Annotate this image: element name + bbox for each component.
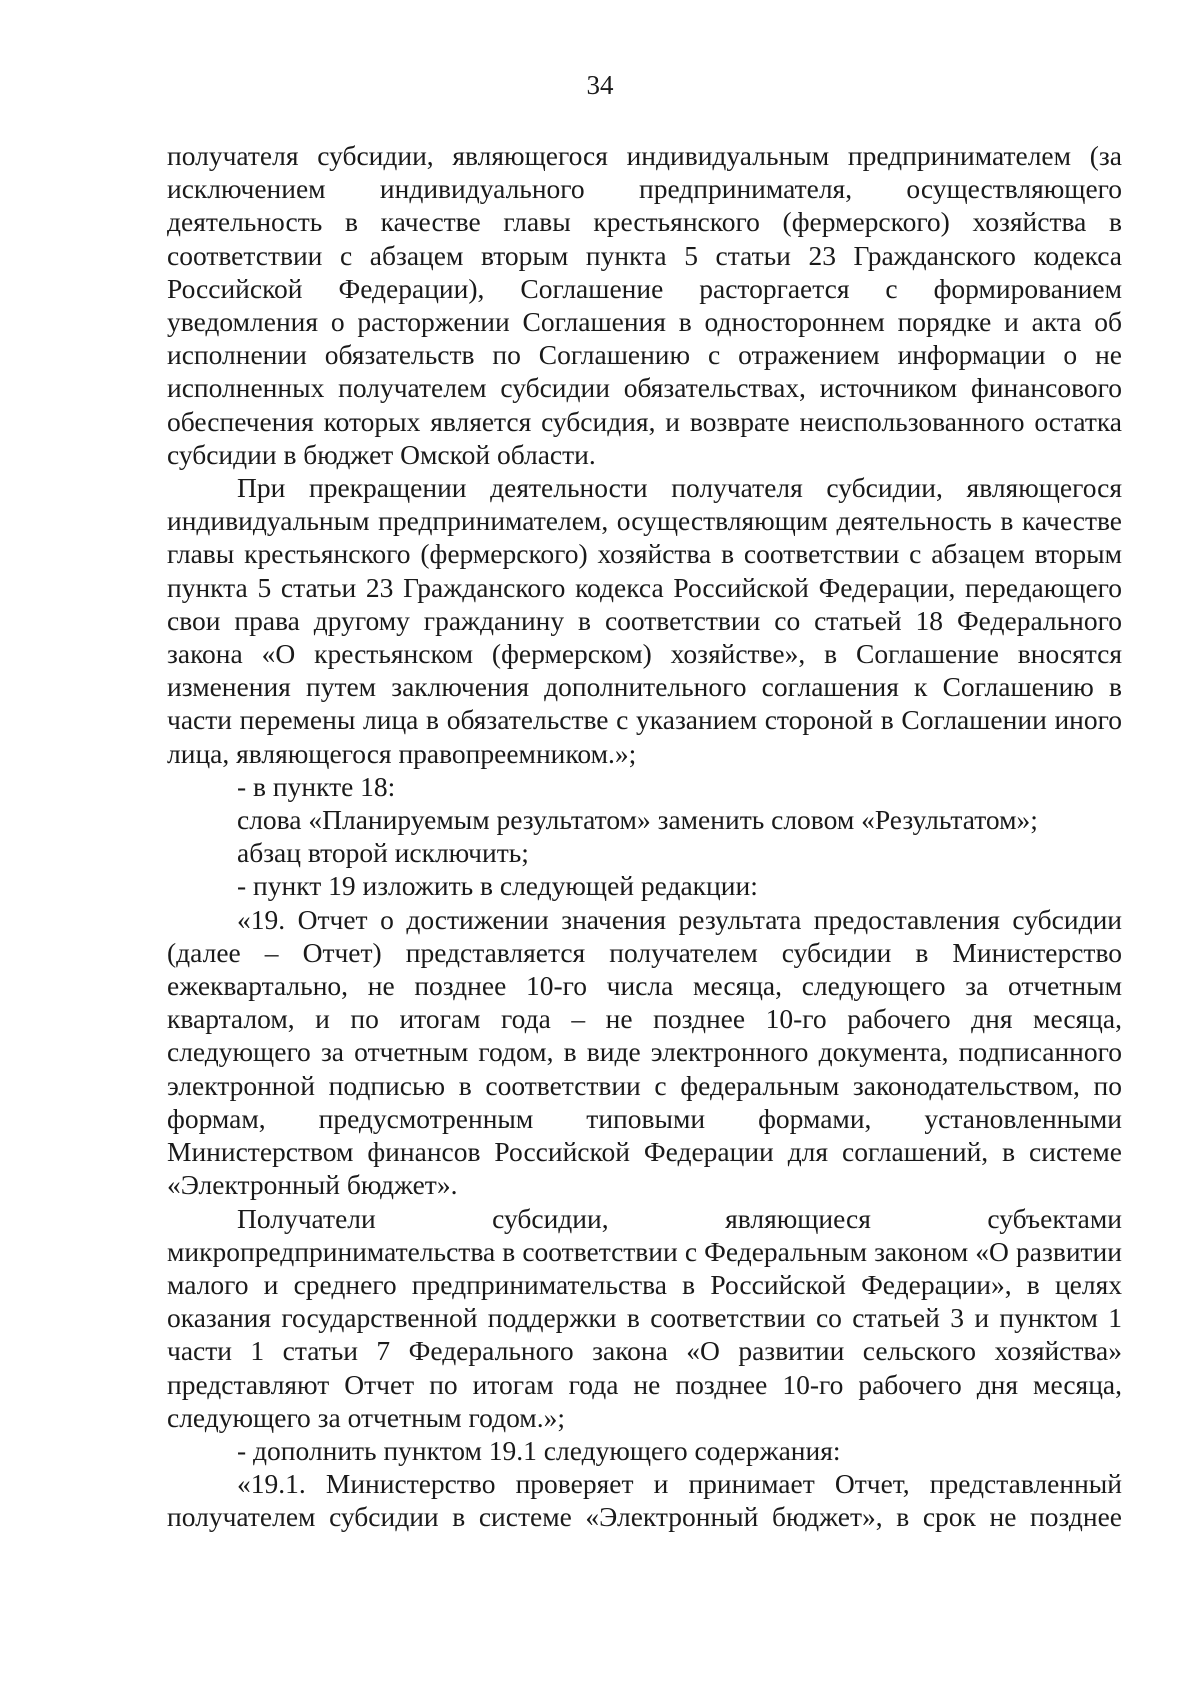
paragraph-point-19-1-text: «19.1. Министерство проверяет и принимает Отчет, представленный получателем субсидии в системе «Электронный бюджет», в срок не позднее <box>167 1468 1122 1533</box>
paragraph-point-19-report: «19. Отчет о достижении значения результата предоставления субсидии (далее – Отчет) представляется получателем субсидии в Министерство ежеквартально, не позднее 10-го числа месяца, следующего за отчетным кварталом, и по итогам года – не позднее 10-го рабочего дня месяца, следующего за отчетным годом, в виде электронного документа, подписанного электронной подписью в соответствии с федеральным законодательством, по формам, предусмотренным типовыми формами, установленными Министерством финансов Российской Федерации для соглашений, в системе «Электронный бюджет». <box>167 903 1122 1201</box>
paragraph-point-19-1-heading: - дополнить пунктом 19.1 следующего содержания: <box>237 1434 841 1466</box>
paragraph-micro-enterprise: Получатели субсидии, являющиеся субъектами микропредпринимательства в соответствии с Федеральным законом «О развитии малого и среднего предпринимательства в Российской Федерации», в целях оказания государственной поддержки в соответствии со статьей 3 и пунктом 1 части 1 статьи 7 Федерального закона «О развитии сельского хозяйства» представляют Отчет по итогам года не позднее 10-го рабочего дня месяца, следующего за отчетным годом.»; <box>167 1202 1122 1433</box>
paragraph-point-19-heading: - пункт 19 изложить в следующей редакции: <box>237 870 758 902</box>
page-number: 34 <box>586 70 614 100</box>
paragraph-point-18-heading: - в пункте 18: <box>237 770 396 802</box>
paragraph-termination-clause: получателя субсидии, являющегося индивидуальным предпринимателем (за исключением индивидуального предпринимателя, осуществляющего деятельность в качестве главы крестьянского (фермерского) хозяйства в соответствии с абзацем вторым пункта 5 статьи 23 Гражданского кодекса Российской Федерации), Соглашение расторгается с формированием уведомления о расторжении Соглашения в одностороннем порядке и акта об исполнении обязательств по Соглашению с отражением информации о не исполненных получателем субсидии обязательствах, источником финансового обеспечения которых является субсидия, и возврате неиспользованного остатка субсидии в бюджет Омской области. <box>167 140 1122 470</box>
paragraph-point-18-remove: абзац второй исключить; <box>237 837 529 869</box>
paragraph-activity-cessation: При прекращении деятельности получателя субсидии, являющегося индивидуальным предпринимателем, осуществляющим деятельность в качестве главы крестьянского (фермерского) хозяйства в соответствии с абзацем вторым пункта 5 статьи 23 Гражданского кодекса Российской Федерации, передающего свои права другому гражданину в соответствии со статьей 18 Федерального закона «О крестьянском (фермерском) хозяйстве», в Соглашение вносятся изменения путем заключения дополнительного соглашения к Соглашению в части перемены лица в обязательстве с указанием стороной в Соглашении иного лица, являющегося правопреемником.»; <box>167 472 1122 769</box>
document-body <box>167 139 1122 1534</box>
paragraph-point-18-words: слова «Планируемым результатом» заменить словом «Результатом»; <box>237 804 1038 836</box>
